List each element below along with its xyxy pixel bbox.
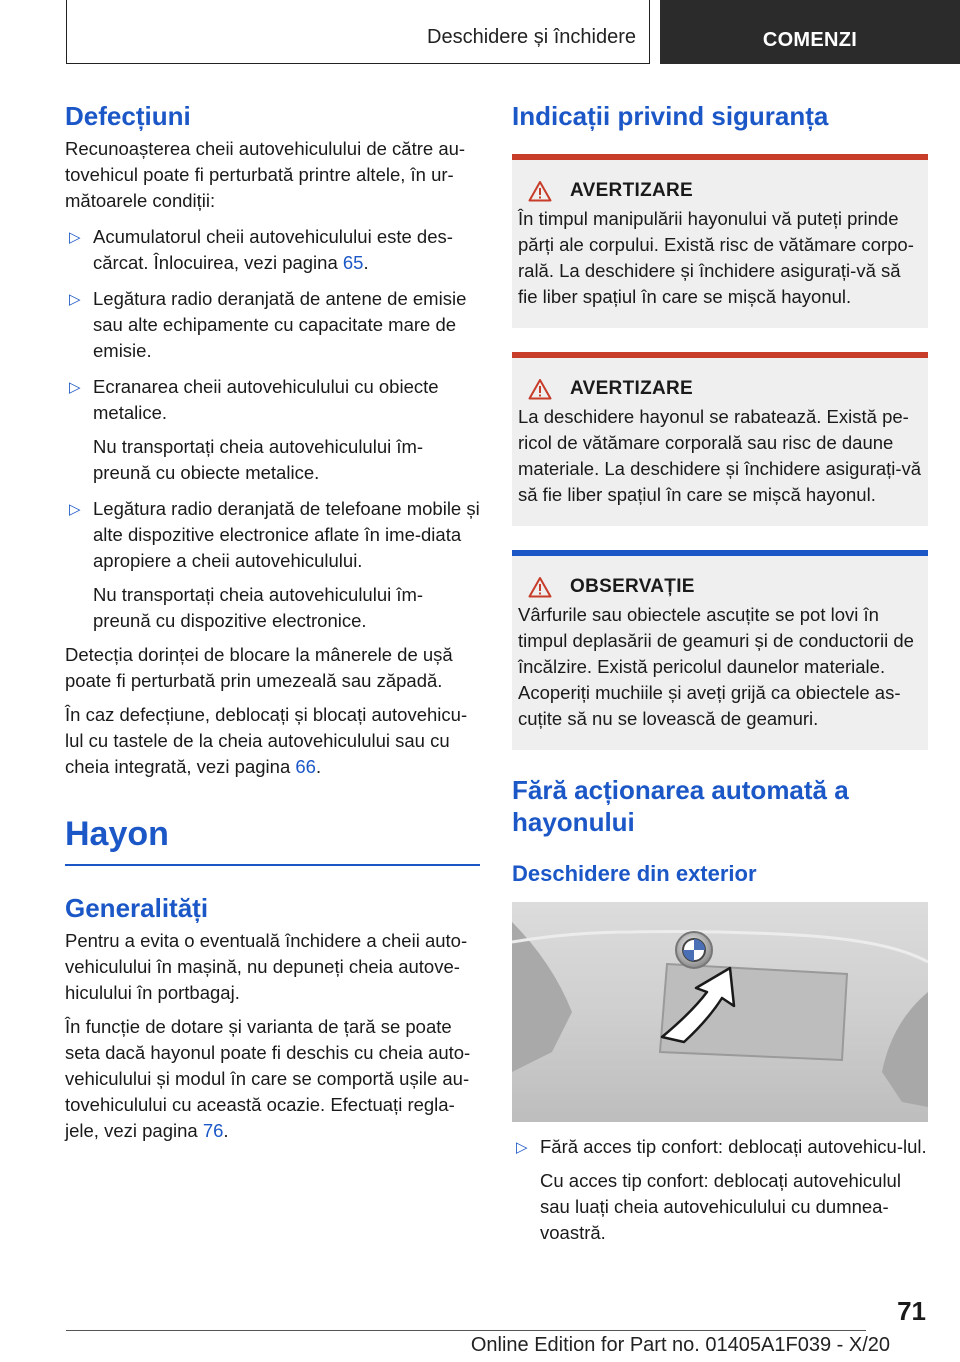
footer-edition: Online Edition for Part no. 01405A1F039 - X/20	[470, 1334, 890, 1356]
hayon-rule	[65, 864, 480, 866]
generalitati-heading: Generalități	[65, 893, 209, 923]
warning-triangle-icon	[528, 378, 552, 400]
triangle-bullet-icon: ▷	[69, 291, 81, 308]
warning-triangle-icon	[528, 576, 552, 598]
list-item-subtext: Nu transportați cheia autovehiculului îm-preună cu dispozitive electronice.	[93, 584, 424, 631]
warning-box	[512, 352, 928, 526]
list-item	[65, 374, 480, 486]
list-item	[65, 286, 480, 364]
header-divider-right	[649, 0, 650, 64]
list-item: ▷ Acumulatorul cheii autovehiculului este des-cărcat. Înlocuirea, vezi pagina 65.	[69, 226, 453, 273]
warning-text: La deschidere hayonul se rabatează. Există pe-ricol de vătămare corporală sau risc de daune materiale. La deschidere și închidere asigurați-vă să fie liber spațiul în care se mișcă hayonul.	[518, 406, 922, 505]
defectiuni-heading: Defecțiuni	[65, 101, 191, 131]
header-underline	[66, 63, 650, 64]
list-item-text: Acumulatorul cheii autovehiculului este des-cărcat. Înlocuirea, vezi pagina	[93, 226, 453, 273]
list-item-text: Legătura radio deranjată de telefoane mobile și alte dispozitive electronice aflate în ime-diata apropiere a cheii autovehiculului.	[93, 498, 480, 571]
defectiuni-list	[65, 224, 480, 634]
page-link-65[interactable]: 65	[342, 252, 364, 273]
defectiuni-intro: Recunoașterea cheii autovehiculului de către au-tovehicul poate fi perturbată printre altele, în ur-mătoarele condiții:	[65, 138, 466, 211]
list-item-subtext: Nu transportați cheia autovehiculului îm-preună cu obiecte metalice.	[93, 436, 424, 483]
tailgate-photo	[512, 902, 928, 1122]
page-link-66[interactable]: 66	[295, 756, 316, 777]
hayon-heading: Hayon	[65, 815, 169, 853]
page-number: 71	[897, 1296, 926, 1326]
siguranta-heading: Indicații privind siguranța	[512, 101, 829, 131]
header-chapter-tab: COMENZI	[660, 0, 960, 64]
notice-box	[512, 550, 928, 750]
list-item-text: Fără acces tip confort: deblocați autovehicu-lul.	[540, 1136, 927, 1157]
warning-box	[512, 154, 928, 328]
warning-triangle-icon	[528, 180, 552, 202]
warning-title: AVERTIZARE	[570, 180, 693, 201]
detectia-paragraph: Detecția dorinței de blocare la mânerele de ușă poate fi perturbată prin umezeală sau zăpadă.	[65, 644, 453, 691]
list-item-text: Ecranarea cheii autovehiculului cu obiecte metalice.	[93, 376, 439, 423]
notice-text: Vârfurile sau obiectele ascuțite se pot lovi în timpul deplasării de geamuri și de conductorii de încălzire. Există pericolul daunelor materiale. Acoperiți muchiile și aveți grijă ca obiectele as-cuțite să nu se lovească de geamuri.	[518, 604, 914, 729]
list-item	[65, 496, 480, 634]
footer-rule	[66, 1330, 866, 1331]
triangle-bullet-icon: ▷	[69, 229, 81, 246]
right-column	[512, 100, 928, 1246]
left-column	[65, 100, 480, 1144]
page-link-76[interactable]: 76	[202, 1120, 224, 1141]
fara-actionare-heading: Fără acționarea automată a hayonului	[512, 775, 849, 837]
warning-text: În timpul manipulării hayonului vă puteți prinde părți ale corpului. Există risc de vătămare corpo-rală. La deschidere și închidere asigurați-vă să fie liber spațiul în care se mișcă hayonul.	[518, 208, 914, 307]
header-section-title: Deschidere și închidere	[427, 26, 636, 48]
triangle-bullet-icon: ▷	[516, 1139, 528, 1156]
list-item-subtext: Cu acces tip confort: deblocați autovehiculul sau luați cheia autovehiculului cu dumnea-voastră.	[540, 1170, 901, 1243]
warning-title: AVERTIZARE	[570, 378, 693, 399]
defect-unlock-paragraph: În caz defecțiune, deblocați și blocați autovehicu-lul cu tastele de la cheia autovehiculului sau cu cheia integrată, vezi pagina 66.	[65, 704, 468, 777]
generalitati-paragraph-2: În funcție de dotare și varianta de țară se poate seta dacă hayonul poate fi deschis cu cheia auto-vehiculului și modul în care se comportă ușile au-tovehiculului cu această ocazie. Efectuați regla-jele, vezi pagina 76.	[65, 1016, 471, 1141]
list-item-text: Legătura radio deranjată de antene de emisie sau alte echipamente cu capacitate mare de emisie.	[93, 288, 467, 361]
tailgate-list	[512, 1134, 928, 1246]
triangle-bullet-icon: ▷	[69, 379, 81, 396]
deschidere-exterior-heading: Deschidere din exterior	[512, 861, 757, 886]
generalitati-paragraph-1: Pentru a evita o eventuală închidere a cheii auto-vehiculului în mașină, nu depuneți cheia autove-hiculului în portbagaj.	[65, 930, 468, 1003]
notice-title: OBSERVAȚIE	[570, 576, 695, 597]
list-item	[512, 1134, 928, 1246]
triangle-bullet-icon: ▷	[69, 501, 81, 518]
